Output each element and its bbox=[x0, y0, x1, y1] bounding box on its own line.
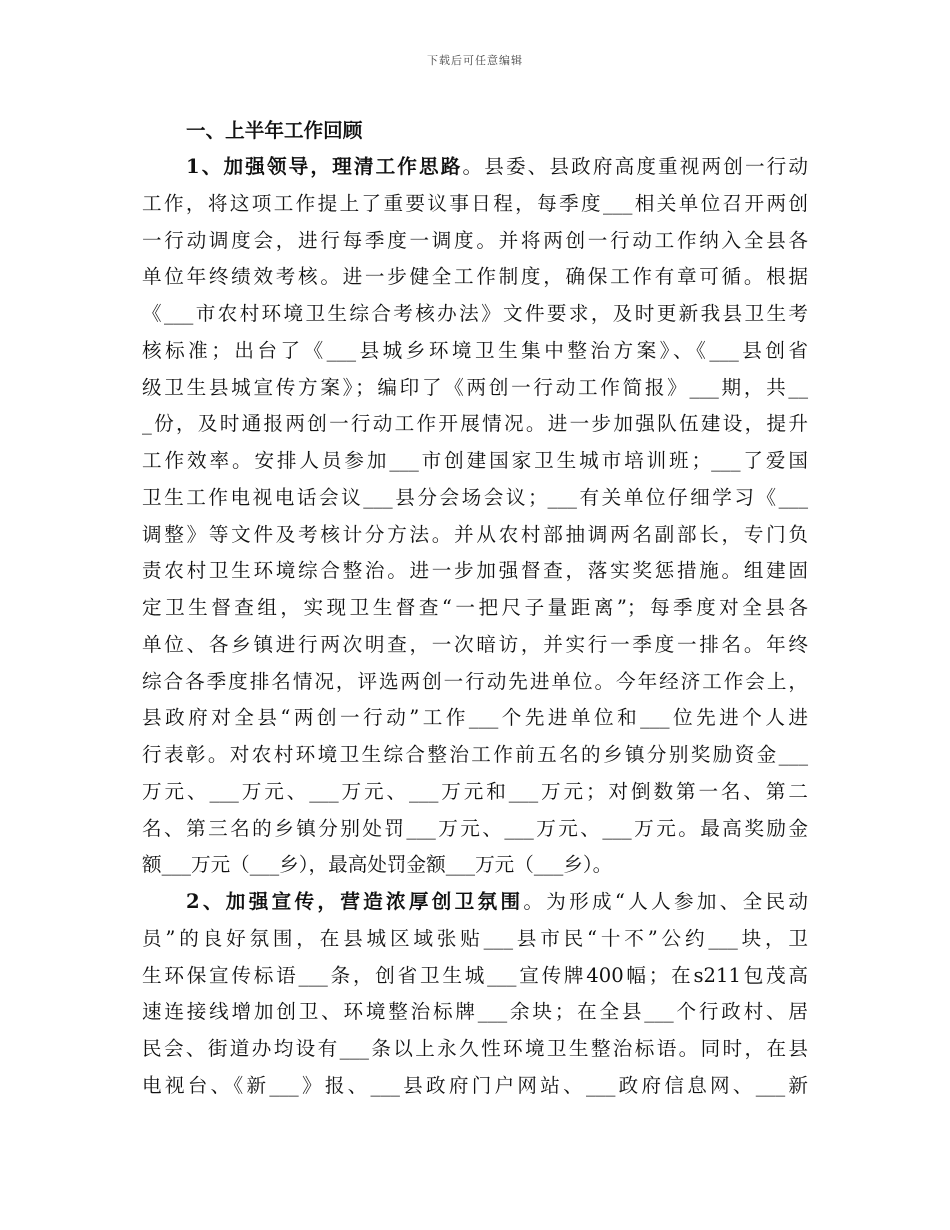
paragraph-first-line bbox=[142, 884, 808, 921]
paragraph-line: 名、第三名的乡镇分别处罚___万元、___万元、___万元。最高奖励金 bbox=[142, 816, 808, 840]
paragraph-line: 级卫生县城宣传方案》；编印了《两创一行动工作简报》___期，共__ bbox=[142, 375, 808, 399]
paragraph-line: 单位、各乡镇进行两次明查，一次暗访，并实行一季度一排名。年终 bbox=[142, 632, 808, 656]
document-body bbox=[142, 112, 808, 1105]
paragraph-last-line: 额___万元（___乡），最高处罚金额___万元（___乡）。 bbox=[142, 853, 613, 877]
paragraph-first-line-text: 。县委、县政府高度重视两创一行动 bbox=[462, 155, 809, 178]
paragraph-line: 一行动调度会，进行每季度一调度。并将两创一行动工作纳入全县各 bbox=[142, 228, 808, 252]
paragraph-lead: 2、加强宣传，营造浓厚创卫氛围 bbox=[186, 890, 524, 913]
paragraph-line: 《___市农村环境卫生综合考核办法》文件要求，及时更新我县卫生考 bbox=[142, 302, 808, 325]
paragraph-line: 单位年终绩效考核。进一步健全工作制度，确保工作有章可循。根据 bbox=[142, 265, 808, 289]
paragraph-publicity bbox=[142, 884, 808, 1105]
paragraph-line: 调整》等文件及考核计分方法。并从农村部抽调两名副部长，专门负 bbox=[142, 522, 808, 546]
page-header: 下载后可任意编辑 bbox=[427, 54, 523, 67]
paragraph-leadership bbox=[142, 149, 808, 884]
paragraph-line: 生环保宣传标语___条，创省卫生城___宣传牌400幅；在s211包茂高 bbox=[142, 963, 808, 987]
paragraph-line: 电视台、《新___》报、___县政府门户网站、___政府信息网、___新 bbox=[142, 1073, 808, 1097]
paragraph-line: 工作效率。安排人员参加___市创建国家卫生城市培训班；___了爱国 bbox=[142, 449, 808, 472]
paragraph-line: 万元、___万元、___万元、___万元和___万元；对倒数第一名、第二 bbox=[142, 779, 808, 803]
paragraph-first-line bbox=[142, 149, 808, 186]
paragraph-lead: 1、加强领导，理清工作思路 bbox=[186, 155, 463, 178]
paragraph-line: _份，及时通报两创一行动工作开展情况。进一步加强队伍建设，提升 bbox=[142, 412, 808, 436]
section-heading: 一、上半年工作回顾 bbox=[186, 119, 363, 142]
paragraph-line: 责农村卫生环境综合整治。进一步加强督查，落实奖惩措施。组建固 bbox=[142, 559, 808, 583]
paragraph-line: 综合各季度排名情况，评选两创一行动先进单位。今年经济工作会上， bbox=[142, 669, 808, 693]
paragraph-line: 县政府对全县“两创一行动”工作___个先进单位和___位先进个人进 bbox=[142, 706, 808, 730]
paragraph-line: 员”的良好氛围，在县城区域张贴___县市民“十不”公约___块，卫 bbox=[142, 926, 808, 950]
paragraph-line: 工作，将这项工作提上了重要议事日程，每季度___相关单位召开两创 bbox=[142, 191, 808, 215]
paragraph-line: 民会、街道办均设有___条以上永久性环境卫生整治标语。同时，在县 bbox=[142, 1037, 808, 1060]
paragraph-line: 速连接线增加创卫、环境整治标牌___余块；在全县___个行政村、居 bbox=[142, 1000, 808, 1024]
paragraph-line: 定卫生督查组，实现卫生督查“一把尺子量距离”；每季度对全县各 bbox=[142, 596, 808, 619]
paragraph-first-line-text: 。为形成“人人参加、全民动 bbox=[523, 890, 808, 913]
paragraph-line: 卫生工作电视电话会议___县分会场会议；___有关单位仔细学习《___ bbox=[142, 485, 808, 509]
paragraph-line: 行表彰。对农村环境卫生综合整治工作前五名的乡镇分别奖励资金___ bbox=[142, 743, 808, 766]
paragraph-line: 核标准；出台了《___县城乡环境卫生集中整治方案》、《___县创省 bbox=[142, 338, 808, 362]
